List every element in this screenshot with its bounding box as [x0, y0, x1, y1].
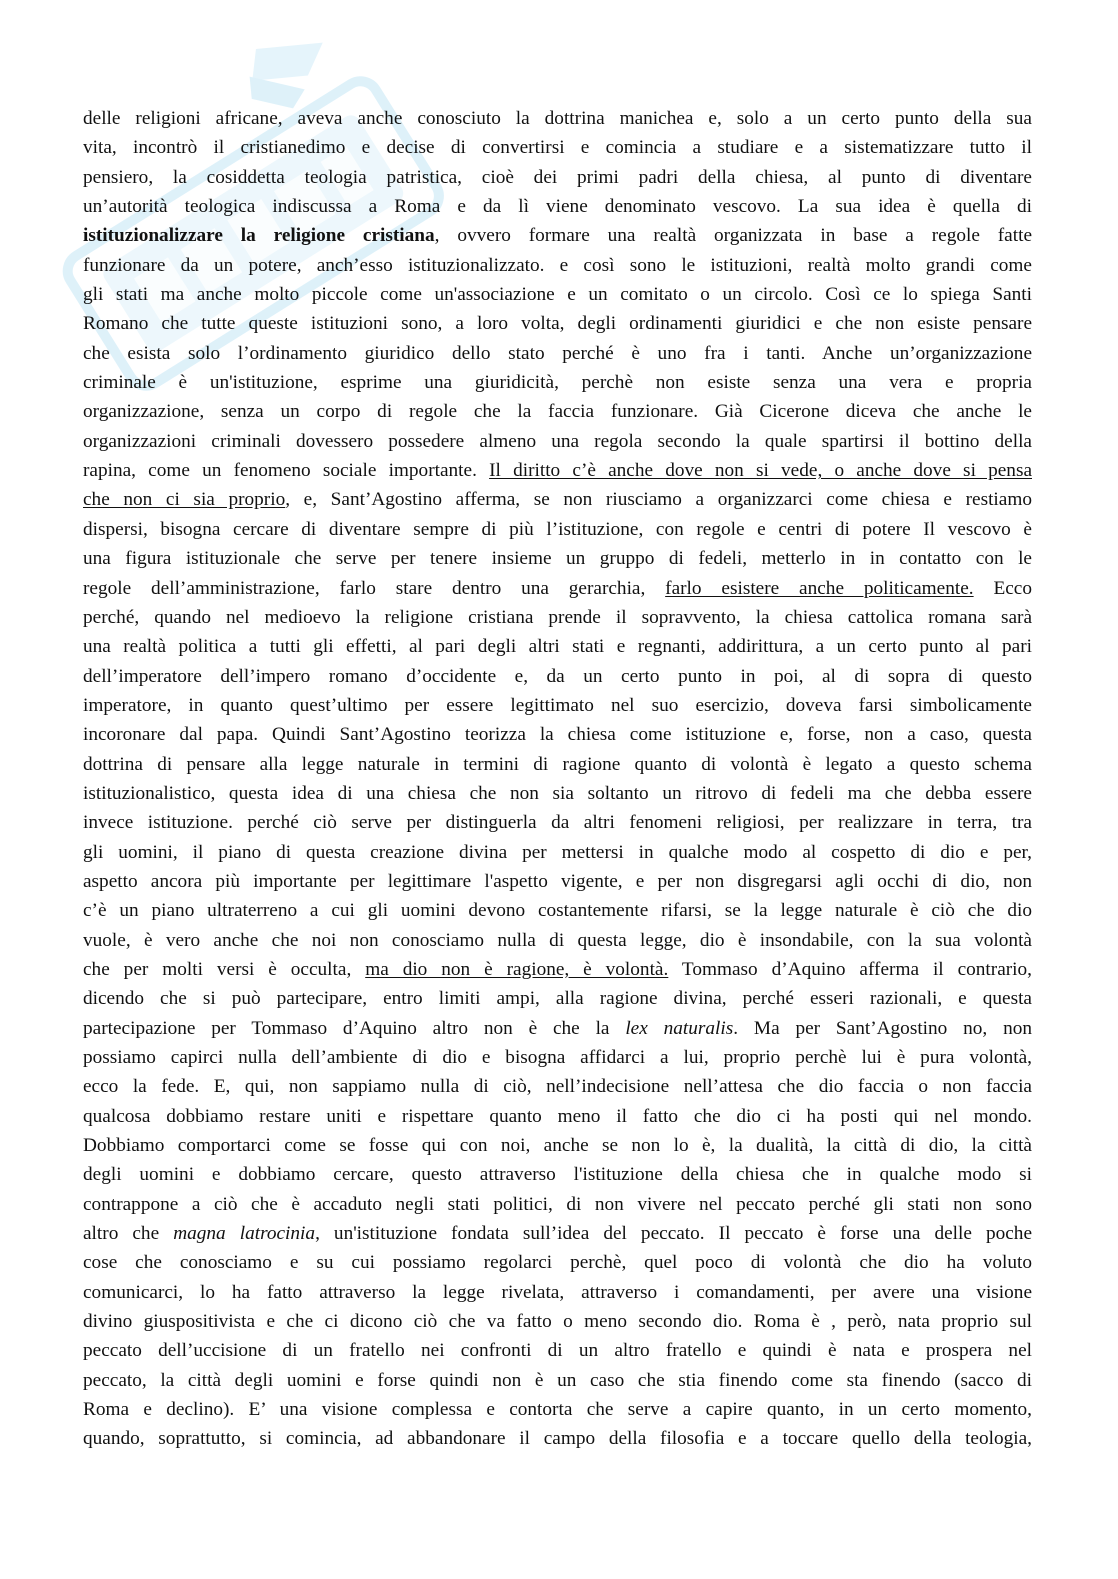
text-segment: vita, incontrò il cristianedimo e decise di convertirsi e comincia a studiare e a sistematizzare tutto il [83, 137, 1032, 159]
text-line [83, 1366, 1032, 1395]
text-segment: dell’imperatore dell’impero romano d’occidente e, da un certo punto in poi, al di sopra di questo [83, 665, 1032, 687]
text-segment: criminale è un'istituzione, esprime una giuridicità, perchè non esiste senza una vera e propria [83, 372, 1032, 394]
text-line [83, 309, 1032, 338]
text-line [83, 1307, 1032, 1336]
text-line [83, 574, 1032, 603]
text-line [83, 838, 1032, 867]
text-line [83, 368, 1032, 397]
text-line [83, 926, 1032, 955]
text-line [83, 691, 1032, 720]
text-line [83, 1336, 1032, 1365]
text-segment: pensiero, la cosiddetta teologia patristica, cioè dei primi padri della chiesa, al punto di diventare [83, 166, 1032, 188]
text-line [83, 1190, 1032, 1219]
text-segment: gli uomini, il piano di questa creazione divina per mettersi in qualche modo al cospetto di dio e per, [83, 841, 1032, 863]
text-line [83, 750, 1032, 779]
text-segment: Romano che tutte queste istituzioni sono, a loro volta, degli ordinamenti giuridici e che non esiste pensare [83, 313, 1032, 335]
text-line [83, 397, 1032, 426]
text-segment: perché, quando nel medioevo la religione cristiana prende il sopravvento, la chiesa cattolica romana sarà [83, 606, 1032, 628]
text-line [83, 1131, 1032, 1160]
text-line [83, 867, 1032, 896]
text-segment: Ecco [973, 577, 1032, 599]
text-line [83, 720, 1032, 749]
text-line [83, 984, 1032, 1013]
text-segment: regole dell’amministrazione, farlo stare dentro una gerarchia, [83, 577, 666, 599]
underlined-text: Il diritto c’è anche dove non si vede, o anche dove si pensa [489, 460, 1032, 482]
text-segment: invece istituzione. perché ciò serve per distinguerla da altri fenomeni religiosi, per realizzare in terra, tra [83, 812, 1032, 834]
text-line [83, 896, 1032, 925]
text-segment: divino giuspositivista e che ci dicono ciò che va fatto o meno secondo dio. Roma è , però, nata proprio sul [83, 1311, 1032, 1333]
text-line [83, 1014, 1032, 1043]
underlined-text: farlo esistere anche politicamente. [665, 577, 974, 599]
text-segment: rapina, come un fenomeno sociale importante. [83, 460, 490, 482]
text-segment: partecipazione per Tommaso d’Aquino altro non è che la [83, 1017, 626, 1039]
text-segment: vuole, è vero anche che noi non conosciamo nulla di questa legge, dio è insondabile, con la sua volontà [83, 929, 1032, 951]
text-line [83, 1424, 1032, 1453]
text-segment: organizzazioni criminali dovessero possedere almeno una regola secondo la quale spartirsi il bottino della [83, 430, 1032, 452]
text-segment: , e, Sant’Agostino afferma, se non riusciamo a organizzarci come chiesa e restiamo [285, 489, 1032, 511]
text-line [83, 456, 1032, 485]
text-line [83, 133, 1032, 162]
text-segment: una realtà politica a tutti gli effetti, al pari degli altri stati e regnanti, addirittura, a un certo punto al pari [83, 636, 1032, 658]
text-line [83, 808, 1032, 837]
text-segment: , un'istituzione fondata sull’idea del peccato. Il peccato è forse una delle poche [315, 1223, 1032, 1245]
text-line [83, 339, 1032, 368]
text-line [83, 955, 1032, 984]
text-segment: . Ma per Sant’Agostino no, non [733, 1017, 1032, 1039]
text-segment: cose che conosciamo e su cui possiamo regolarci perchè, quel poco di volontà che dio ha voluto [83, 1252, 1032, 1274]
text-line [83, 1043, 1032, 1072]
text-segment: dispersi, bisogna cercare di diventare sempre di più l’istituzione, con regole e centri di potere Il vescovo è [83, 518, 1032, 540]
text-line [83, 1248, 1032, 1277]
bold-text: istituzionalizzare la religione cristiana [83, 225, 435, 247]
text-line [83, 163, 1032, 192]
text-line [83, 280, 1032, 309]
text-segment: un’autorità teologica indiscussa a Roma e da lì viene denominato vescovo. La sua idea è quella di [83, 196, 1032, 218]
text-segment: una figura istituzionale che serve per tenere insieme un gruppo di fedeli, metterlo in in contatto con le [83, 548, 1032, 570]
italic-text: lex naturalis [625, 1017, 734, 1039]
text-line [83, 544, 1032, 573]
text-segment: contrappone a ciò che è accaduto negli stati politici, di non vivere nel peccato perché gli stati non sono [83, 1193, 1032, 1215]
text-segment: comunicarci, lo ha fatto attraverso la legge rivelata, attraverso i comandamenti, per avere una visione [83, 1281, 1032, 1303]
text-segment: ecco la fede. E, qui, non sappiamo nulla di ciò, nell’indecisione nell’attesa che dio faccia o non faccia [83, 1076, 1032, 1098]
text-segment: c’è un piano ultraterreno a cui gli uomini devono costantemente rifarsi, se la legge naturale è ciò che dio [83, 900, 1032, 922]
text-segment: delle religioni africane, aveva anche conosciuto la dottrina manichea e, solo a un certo punto della sua [83, 108, 1032, 129]
text-segment: altro che [83, 1223, 174, 1245]
text-segment: peccato, la città degli uomini e forse quindi non è un caso che stia finendo come sta finendo (sacco di [83, 1369, 1032, 1391]
text-line [83, 662, 1032, 691]
text-line [83, 779, 1032, 808]
text-segment: imperatore, in quanto quest’ultimo per essere legittimato nel suo esercizio, doveva farsi simbolicamente [83, 694, 1032, 716]
text-segment: gli stati ma anche molto piccole come un'associazione e un comitato o un circolo. Così ce lo spiega Santi [83, 284, 1032, 306]
italic-text: magna latrocinia [173, 1223, 316, 1245]
text-line [83, 104, 1032, 133]
text-line [83, 1219, 1032, 1248]
text-line [83, 632, 1032, 661]
text-segment: qualcosa dobbiamo restare uniti e rispettare quanto meno il fatto che dio ci ha posti qui nel mondo. [83, 1105, 1032, 1127]
text-segment: incoronare dal papa. Quindi Sant’Agostino teorizza la chiesa come istituzione e, forse, non a caso, questa [83, 724, 1032, 746]
text-segment: , ovvero formare una realtà organizzata in base a regole fatte [434, 225, 1032, 247]
text-line [83, 485, 1032, 514]
text-segment: dottrina di pensare alla legge naturale in termini di ragione quanto di volontà è legato a questo schema [83, 753, 1032, 775]
text-segment: istituzionalistico, questa idea di una chiesa che non sia soltanto un ritrovo di fedeli ma che debba essere [83, 782, 1032, 804]
text-line [83, 1278, 1032, 1307]
text-line [83, 221, 1032, 250]
text-segment: degli uomini e dobbiamo cercare, questo attraverso l'istituzione della chiesa che in qualche modo si [83, 1164, 1032, 1186]
underlined-text: che non ci sia proprio [83, 489, 286, 511]
text-segment: quando, soprattutto, si comincia, ad abbandonare il campo della filosofia e a toccare quello della teologia, [83, 1428, 1032, 1450]
text-segment: organizzazione, senza un corpo di regole che la faccia funzionare. Già Cicerone diceva che anche le [83, 401, 1032, 423]
text-line [83, 603, 1032, 632]
text-line [83, 1395, 1032, 1424]
text-line [83, 1102, 1032, 1131]
text-line [83, 251, 1032, 280]
text-segment: Roma e declino). E’ una visione complessa e contorta che serve a capire quanto, in un certo momento, [83, 1399, 1032, 1421]
text-segment: possiamo capirci nulla dell’ambiente di dio e bisogna affidarci a lui, proprio perchè lui è pura volontà, [83, 1047, 1032, 1068]
text-segment: peccato dell’uccisione di un fratello nei confronti di un altro fratello e quindi è nata e prospera nel [83, 1340, 1032, 1362]
text-segment: funzionare da un potere, anch’esso istituzionalizzato. e così sono le istituzioni, realtà molto grandi come [83, 254, 1032, 276]
text-line [83, 515, 1032, 544]
text-segment: Dobbiamo comportarci come se fosse qui con noi, anche se non lo è, la dualità, la città di dio, la città [83, 1135, 1032, 1157]
text-segment: che esista solo l’ordinamento giuridico dello stato perché è uno fra i tanti. Anche un’organizzazione [83, 342, 1032, 364]
text-segment: che per molti versi è occulta, [83, 958, 366, 980]
body-paragraph [83, 104, 1032, 1454]
text-segment: dicendo che si può partecipare, entro limiti ampi, alla ragione divina, perché esseri razionali, e questa [83, 988, 1032, 1010]
text-line [83, 1072, 1032, 1101]
text-segment: Tommaso d’Aquino afferma il contrario, [668, 958, 1032, 980]
text-segment: aspetto ancora più importante per legittimare l'aspetto vigente, e per non disgregarsi agli occhi di dio, non [83, 870, 1032, 892]
text-line [83, 192, 1032, 221]
text-line [83, 427, 1032, 456]
underlined-text: ma dio non è ragione, è volontà. [365, 958, 669, 980]
text-line [83, 1160, 1032, 1189]
